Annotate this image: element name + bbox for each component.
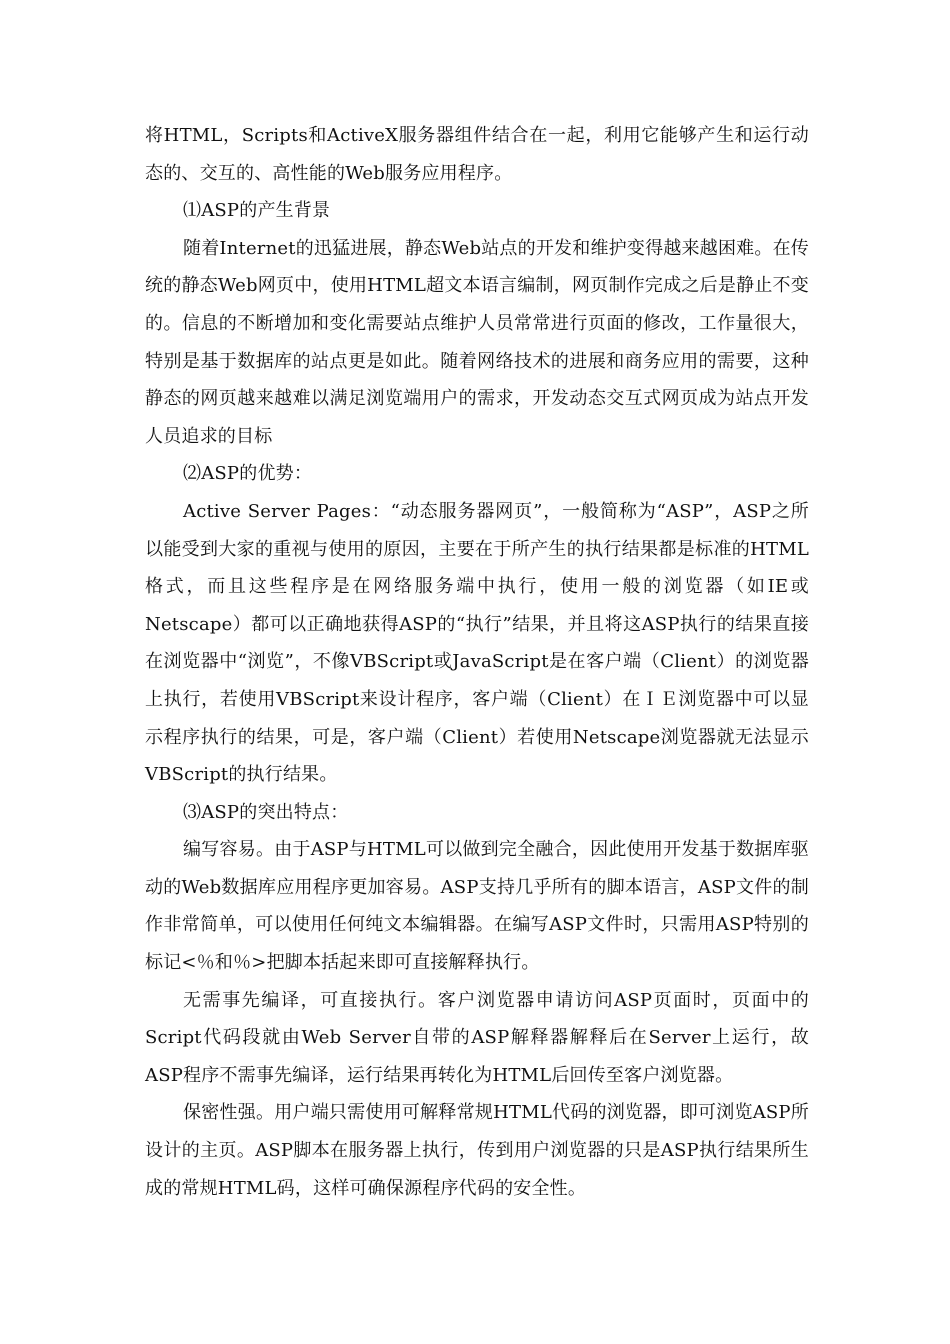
paragraph-background: 随着Internet的迅猛进展，静态Web站点的开发和维护变得越来越困难。在传统的静态Web网页中，使用HTML超文本语言编制，网页制作完成之后是静止不变的。信息的不断增加和变化需要站点维护人员常常进行页面的修改，工作量很大，特别是基于数据库的站点更是如此。随着网络技术的进展和商务应用的需要，这种静态的网页越来越难以满足浏览端用户的需求，开发动态交互式网页成为站点开发人员追求的目标 <box>145 237 809 447</box>
paragraph-feature-no-compile: 无需事先编译，可直接执行。客户浏览器申请访问ASP页面时，页面中的Script代码段就由Web Server自带的ASP解释器解释后在Server上运行，故ASP程序不需事先编译，运行结果再转化为HTML后回传至客户浏览器。 <box>145 989 809 1086</box>
document-body <box>145 117 809 1207</box>
paragraph-advantages: Active Server Pages：“动态服务器网页”，一般简称为“ASP”，ASP之所以能受到大家的重视与使用的原因，主要在于所产生的执行结果都是标准的HTML格式，而且这些程序是在网络服务端中执行，使用一般的浏览器（如IE或Netscape）都可以正确地获得ASP的“执行”结果，并且将这ASP执行的结果直接在浏览器中“浏览”，不像VBScript或JavaScript是在客户端（Client）的浏览器上执行，若使用VBScript来设计程序，客户端（Client）在ＩＥ浏览器中可以显示程序执行的结果，可是，客户端（Client）若使用Netscape浏览器就无法显示VBScript的执行结果。 <box>145 500 809 786</box>
section-heading-background: ⑴ASP的产生背景 <box>183 200 331 222</box>
section-heading-features: ⑶ASP的突出特点： <box>183 801 349 823</box>
paragraph-feature-security: 保密性强。用户端只需使用可解释常规HTML代码的浏览器，即可浏览ASP所设计的主页。ASP脚本在服务器上执行，传到用户浏览器的只是ASP执行结果所生成的常规HTML码，这样可确保源程序代码的安全性。 <box>145 1102 809 1199</box>
section-heading-advantages: ⑵ASP的优势： <box>183 463 313 485</box>
paragraph-feature-easy-writing: 编写容易。由于ASP与HTML可以做到完全融合，因此使用开发基于数据库驱动的Web数据库应用程序更加容易。ASP支持几乎所有的脚本语言，ASP文件的制作非常简单，可以使用任何纯文本编辑器。在编写ASP文件时，只需用ASP特别的标记<％和％>把脚本括起来即可直接解释执行。 <box>145 839 809 974</box>
paragraph-intro: 将HTML，Scripts和ActiveX服务器组件结合在一起，利用它能够产生和运行动态的、交互的、高性能的Web服务应用程序。 <box>145 125 809 184</box>
